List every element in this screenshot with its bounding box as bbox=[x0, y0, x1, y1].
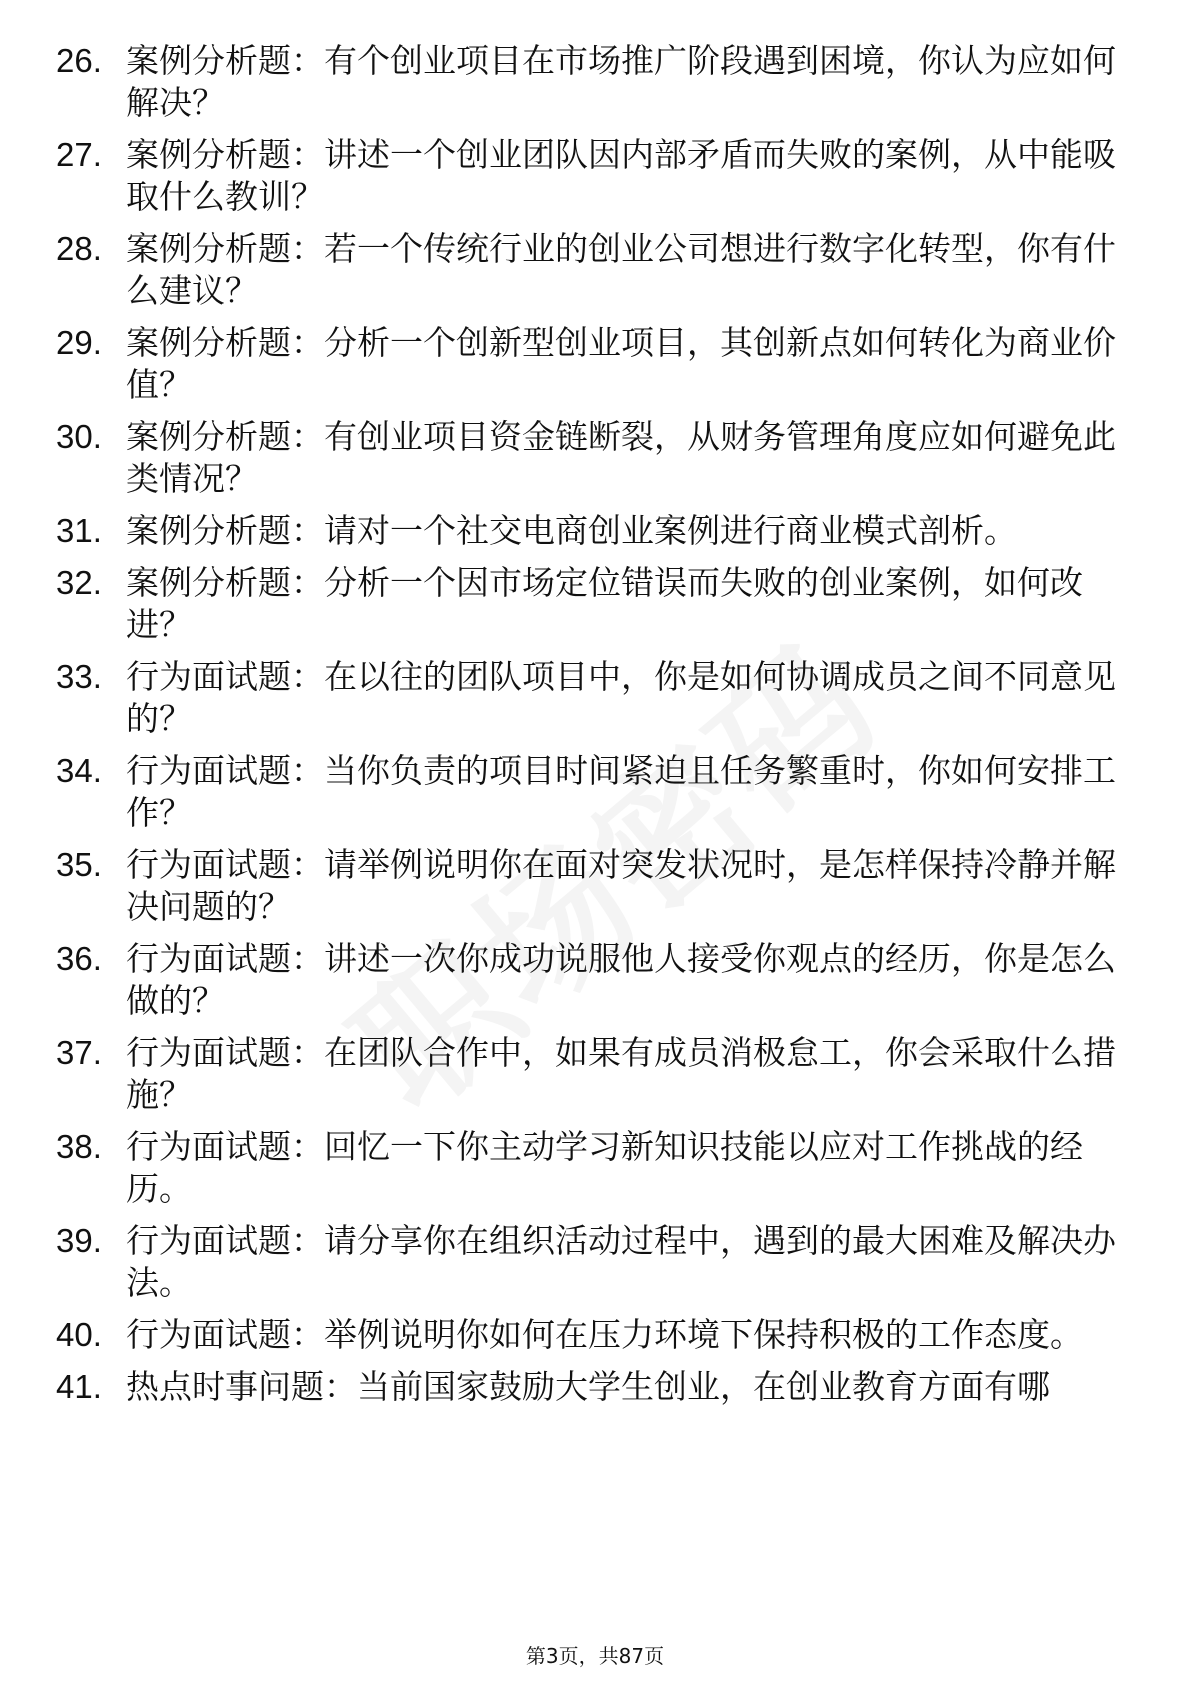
question-item bbox=[56, 134, 1126, 218]
question-text: 行为面试题：请分享你在组织活动过程中，遇到的最大困难及解决办法。 bbox=[126, 1221, 1116, 1302]
question-item bbox=[56, 322, 1126, 406]
question-item bbox=[56, 562, 1126, 646]
question-text: 行为面试题：当你负责的项目时间紧迫且任务繁重时，你如何安排工作？ bbox=[126, 751, 1116, 832]
question-text: 行为面试题：回忆一下你主动学习新知识技能以应对工作挑战的经历。 bbox=[126, 1127, 1083, 1208]
question-item bbox=[56, 1032, 1126, 1116]
question-text: 案例分析题：若一个传统行业的创业公司想进行数字化转型，你有什么建议？ bbox=[126, 229, 1116, 310]
question-number: 40. bbox=[56, 1316, 102, 1353]
question-text: 行为面试题：举例说明你如何在压力环境下保持积极的工作态度。 bbox=[126, 1315, 1083, 1354]
question-number: 32. bbox=[56, 564, 102, 601]
question-text: 案例分析题：有个创业项目在市场推广阶段遇到困境，你认为应如何解决？ bbox=[126, 41, 1116, 122]
question-number: 29. bbox=[56, 324, 102, 361]
question-text: 案例分析题：分析一个创新型创业项目，其创新点如何转化为商业价值？ bbox=[126, 323, 1116, 404]
question-number: 28. bbox=[56, 230, 102, 267]
question-number: 37. bbox=[56, 1034, 102, 1071]
question-item bbox=[56, 1126, 1126, 1210]
question-item bbox=[56, 938, 1126, 1022]
question-item bbox=[56, 228, 1126, 312]
question-item bbox=[56, 1220, 1126, 1304]
question-text: 案例分析题：有创业项目资金链断裂，从财务管理角度应如何避免此类情况？ bbox=[126, 417, 1116, 498]
question-item bbox=[56, 1366, 1126, 1408]
question-list bbox=[56, 40, 1126, 1418]
question-number: 38. bbox=[56, 1128, 102, 1165]
question-number: 41. bbox=[56, 1368, 102, 1405]
question-text: 行为面试题：在团队合作中，如果有成员消极怠工，你会采取什么措施？ bbox=[126, 1033, 1116, 1114]
question-number: 30. bbox=[56, 418, 102, 455]
question-text: 案例分析题：讲述一个创业团队因内部矛盾而失败的案例，从中能吸取什么教训？ bbox=[126, 135, 1116, 216]
question-item bbox=[56, 750, 1126, 834]
question-number: 35. bbox=[56, 846, 102, 883]
question-item bbox=[56, 844, 1126, 928]
question-item bbox=[56, 40, 1126, 124]
question-number: 33. bbox=[56, 658, 102, 695]
question-text: 热点时事问题：当前国家鼓励大学生创业，在创业教育方面有哪 bbox=[126, 1367, 1050, 1406]
question-item bbox=[56, 656, 1126, 740]
question-text: 行为面试题：讲述一次你成功说服他人接受你观点的经历，你是怎么做的？ bbox=[126, 939, 1116, 1020]
question-text: 案例分析题：分析一个因市场定位错误而失败的创业案例，如何改进？ bbox=[126, 563, 1083, 644]
page-footer: 第3页，共87页 bbox=[525, 1644, 665, 1668]
question-text: 行为面试题：在以往的团队项目中，你是如何协调成员之间不同意见的？ bbox=[126, 657, 1116, 738]
question-text: 行为面试题：请举例说明你在面对突发状况时，是怎样保持冷静并解决问题的？ bbox=[126, 845, 1116, 926]
question-number: 26. bbox=[56, 42, 102, 79]
question-number: 39. bbox=[56, 1222, 102, 1259]
question-number: 34. bbox=[56, 752, 102, 789]
question-number: 36. bbox=[56, 940, 102, 977]
question-item bbox=[56, 510, 1126, 552]
question-text: 案例分析题：请对一个社交电商创业案例进行商业模式剖析。 bbox=[126, 511, 1017, 550]
question-item bbox=[56, 1314, 1126, 1356]
question-item bbox=[56, 416, 1126, 500]
question-number: 27. bbox=[56, 136, 102, 173]
question-number: 31. bbox=[56, 512, 102, 549]
